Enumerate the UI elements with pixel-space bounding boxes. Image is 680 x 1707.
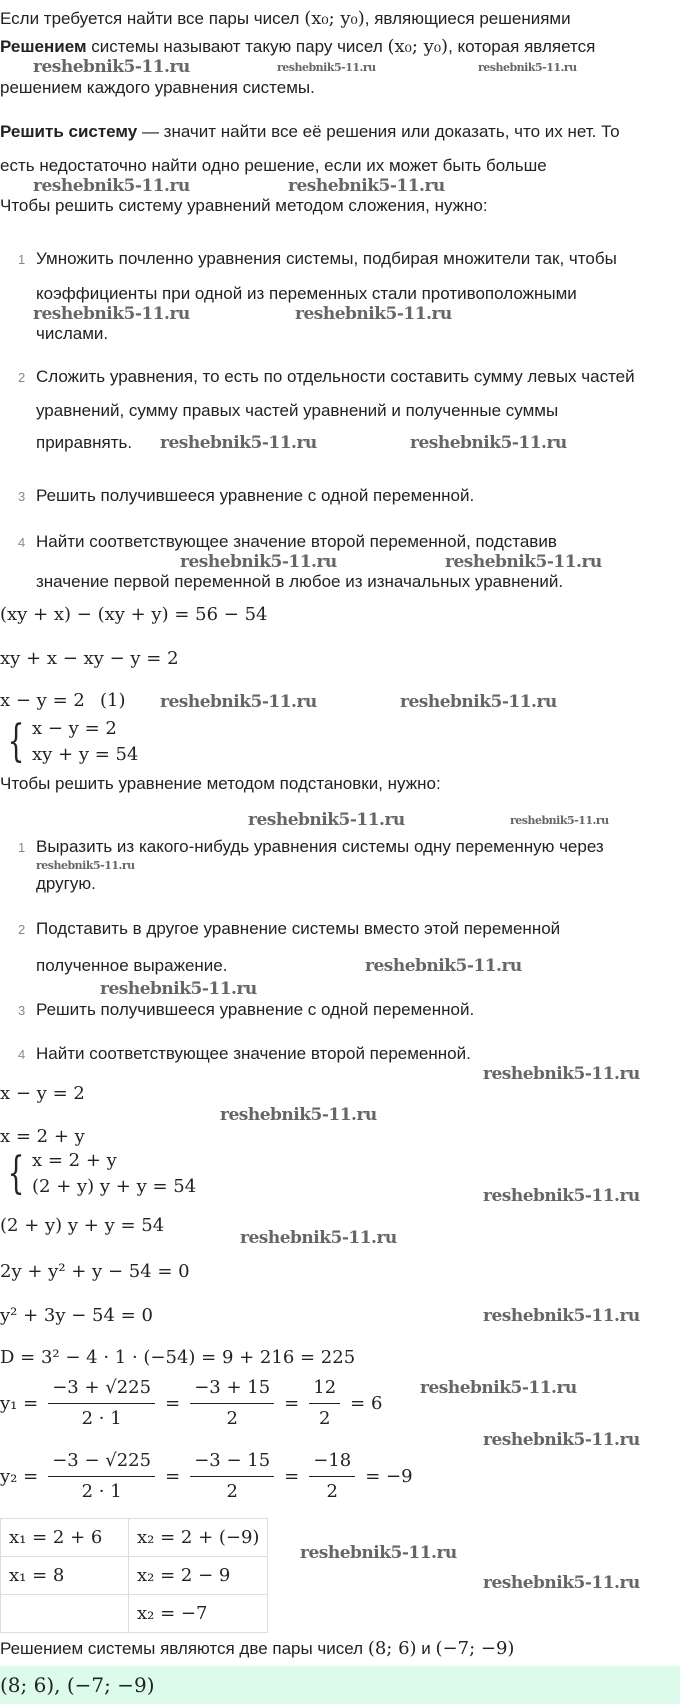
step-text: числами. <box>36 324 109 343</box>
conclusion <box>0 1638 514 1660</box>
step-text: другую. <box>36 874 96 893</box>
watermark: reshebnik5-11.ru <box>277 61 376 74</box>
table-cell: x₂ = 2 − 9 <box>129 1557 268 1595</box>
step-text: Выразить из какого-нибудь уравнения системы одну переменную через <box>36 837 604 856</box>
step-text: Решить получившееся уравнение с одной переменной. <box>36 486 475 505</box>
math-inline: (8; 6) <box>367 1638 417 1659</box>
addition-heading: Чтобы решить систему уравнений методом сложения, нужно: <box>0 196 488 215</box>
step-text: коэффициенты при одной из переменных стали противоположными <box>36 284 577 303</box>
answer-box <box>0 1666 680 1704</box>
text: системы называют такую пару чисел <box>86 37 388 56</box>
watermark: reshebnik5-11.ru <box>400 692 557 712</box>
equation-system <box>2 716 138 768</box>
equation-system <box>2 1148 196 1200</box>
text: — значит найти все её решения или доказать, что их нет. То <box>137 122 620 141</box>
step-text: Решить получившееся уравнение с одной переменной. <box>36 1000 475 1019</box>
text: Решением системы являются две пары чисел <box>0 1639 368 1658</box>
result: = 6 <box>350 1393 383 1414</box>
watermark: reshebnik5-11.ru <box>288 176 445 196</box>
system-row: x − y = 2 <box>32 718 117 739</box>
numerator: −3 + 15 <box>190 1373 274 1404</box>
watermark: reshebnik5-11.ru <box>483 1186 640 1206</box>
intro-paragraph-2-cont: решением каждого уравнения системы. <box>0 78 315 97</box>
watermark: reshebnik5-11.ru <box>33 57 190 77</box>
numerator: −3 − 15 <box>190 1446 274 1477</box>
watermark: reshebnik5-11.ru <box>160 692 317 712</box>
equation: x − y = 2 <box>0 690 85 711</box>
fraction <box>190 1446 274 1507</box>
step-text: Сложить уравнения, то есть по отдельности составить сумму левых частей <box>36 367 635 386</box>
fraction <box>48 1373 155 1434</box>
step-text: приравнять. <box>36 433 133 452</box>
intro-paragraph-1 <box>0 8 571 30</box>
denominator: 2 <box>318 1408 331 1429</box>
step-text: значение первой переменной в любое из изначальных уравнений. <box>36 572 564 591</box>
denominator: 2 · 1 <box>81 1481 122 1502</box>
watermark: reshebnik5-11.ru <box>33 304 190 324</box>
intro-paragraph-2 <box>0 36 595 58</box>
brace-icon: { <box>7 716 25 767</box>
step-number: 4 <box>18 535 26 550</box>
table-row <box>1 1519 268 1557</box>
fraction <box>309 1446 355 1507</box>
watermark: reshebnik5-11.ru <box>220 1105 377 1125</box>
table-cell: x₂ = −7 <box>129 1595 268 1633</box>
step-text: Найти соответствующее значение второй переменной, подставив <box>36 532 557 551</box>
step-text: Найти соответствующее значение второй переменной. <box>36 1044 471 1063</box>
numerator: −18 <box>309 1446 355 1477</box>
watermark: reshebnik5-11.ru <box>410 433 567 453</box>
math-inline: (x₀; y₀) <box>304 8 365 29</box>
equation: x = 2 + y <box>0 1126 85 1147</box>
step-text: Умножить почленно уравнения системы, подбирая множители так, чтобы <box>36 249 617 268</box>
equation: y² + 3y − 54 = 0 <box>0 1305 153 1326</box>
text: , которая является <box>448 37 596 56</box>
substitution-heading: Чтобы решить уравнение методом подстановки, нужно: <box>0 774 441 793</box>
table-row <box>1 1595 268 1633</box>
watermark: reshebnik5-11.ru <box>160 433 317 453</box>
discriminant: D = 3² − 4 · 1 · (−54) = 9 + 216 = 225 <box>0 1347 356 1368</box>
text: и <box>416 1639 436 1658</box>
lhs: y₁ = <box>0 1393 39 1414</box>
text: Если требуется найти все пары чисел <box>0 9 305 28</box>
x-values-table <box>0 1518 268 1633</box>
fraction <box>309 1373 340 1434</box>
watermark: reshebnik5-11.ru <box>180 552 337 572</box>
intro-paragraph-3 <box>0 121 620 143</box>
equation: 2y + y² + y − 54 = 0 <box>0 1261 190 1282</box>
watermark: reshebnik5-11.ru <box>365 956 522 976</box>
table-cell <box>1 1595 129 1633</box>
watermark: reshebnik5-11.ru <box>483 1430 640 1450</box>
watermark: reshebnik5-11.ru <box>300 1543 457 1563</box>
table-row <box>1 1557 268 1595</box>
watermark: reshebnik5-11.ru <box>33 176 190 196</box>
step-number: 2 <box>18 370 26 385</box>
step-number: 1 <box>18 840 26 855</box>
term-bold: Решением <box>0 37 87 56</box>
brace-icon: { <box>7 1148 25 1199</box>
system-row: (2 + y) y + y = 54 <box>32 1176 197 1197</box>
numerator: 12 <box>309 1373 340 1404</box>
math-inline: (x₀; y₀) <box>387 36 449 57</box>
denominator: 2 <box>226 1481 238 1502</box>
watermark: reshebnik5-11.ru <box>445 552 602 572</box>
result: = −9 <box>365 1466 413 1487</box>
step-number: 4 <box>18 1047 26 1062</box>
math-inline: (−7; −9) <box>435 1638 515 1659</box>
term-bold: Решить систему <box>0 122 138 141</box>
step-text: полученное выражение. <box>36 956 228 975</box>
denominator: 2 <box>326 1481 338 1502</box>
root-y2: y₂ = $\frac{-3 - √225}{2 \cdot 1}$ = $\frac{-3 - 15}{2}$ = $\frac{-18}{2}$ = −9 <box>0 1446 413 1507</box>
step-text: Подставить в другое уравнение системы вместо этой переменной <box>36 919 561 938</box>
table-cell: x₂ = 2 + (−9) <box>129 1519 268 1557</box>
lhs: y₂ = <box>0 1466 39 1487</box>
table-cell: x₁ = 2 + 6 <box>1 1519 129 1557</box>
watermark: reshebnik5-11.ru <box>483 1064 640 1084</box>
fraction <box>190 1373 274 1434</box>
step-text: уравнений, сумму правых частей уравнений и полученные суммы <box>36 401 559 420</box>
denominator: 2 <box>226 1408 238 1429</box>
watermark: reshebnik5-11.ru <box>420 1378 577 1398</box>
intro-paragraph-3-cont: есть недостаточно найти одно решение, если их может быть больше <box>0 156 547 175</box>
step-number: 2 <box>18 922 26 937</box>
watermark: reshebnik5-11.ru <box>483 1306 640 1326</box>
answer-text: (8; 6), (−7; −9) <box>0 1673 155 1697</box>
watermark: reshebnik5-11.ru <box>510 814 609 827</box>
equation: (xy + x) − (xy + y) = 56 − 54 <box>0 604 268 625</box>
equation-number: (1) <box>100 690 126 711</box>
equation: xy + x − xy − y = 2 <box>0 648 179 669</box>
system-row: xy + y = 54 <box>32 744 139 765</box>
fraction <box>48 1446 155 1507</box>
numerator: −3 − √225 <box>48 1446 155 1477</box>
watermark: reshebnik5-11.ru <box>483 1573 640 1593</box>
step-number: 1 <box>18 252 26 267</box>
text: , являющиеся решениями <box>364 9 571 28</box>
watermark: reshebnik5-11.ru <box>478 61 577 74</box>
step-number: 3 <box>18 489 26 504</box>
watermark: reshebnik5-11.ru <box>240 1228 397 1248</box>
root-y1: y₁ = $\frac{-3 + √225}{2 \cdot 1}$ = $\frac{-3 + 15}{2}$ = $\frac{12}{2}$ = 6 <box>0 1373 382 1434</box>
numerator: −3 + √225 <box>48 1373 155 1404</box>
watermark: reshebnik5-11.ru <box>295 304 452 324</box>
watermark: reshebnik5-11.ru <box>100 979 257 999</box>
equation: (2 + y) y + y = 54 <box>0 1215 165 1236</box>
watermark: reshebnik5-11.ru <box>36 859 135 872</box>
step-number: 3 <box>18 1003 26 1018</box>
table-cell: x₁ = 8 <box>1 1557 129 1595</box>
denominator: 2 · 1 <box>81 1408 122 1429</box>
equation: x − y = 2 <box>0 1083 85 1104</box>
watermark: reshebnik5-11.ru <box>248 810 405 830</box>
system-row: x = 2 + y <box>32 1150 117 1171</box>
